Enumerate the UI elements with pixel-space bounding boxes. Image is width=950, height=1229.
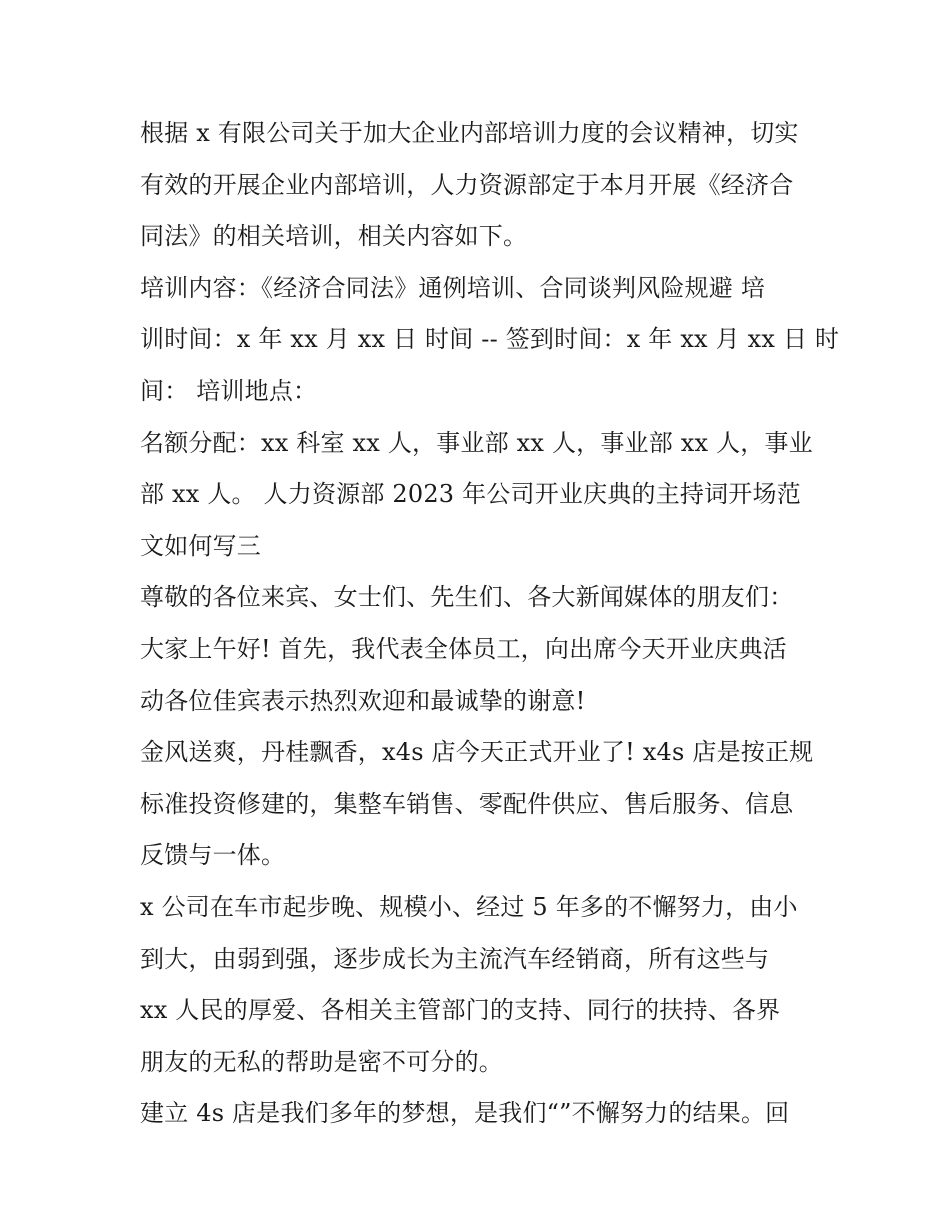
paragraph-greeting: [140, 572, 820, 727]
text-line: 建立 4s 店是我们多年的梦想，是我们“”不懈努力的结果。回: [140, 1099, 790, 1128]
text-line: 尊敬的各位来宾、女士们、先生们、各大新闻媒体的朋友们：: [140, 583, 794, 612]
text-line: 根据 x 有限公司关于加大企业内部培训力度的会议精神，切实: [140, 119, 799, 147]
text-line: 反馈与一体。: [140, 841, 286, 870]
text-line: 标准投资修建的，集整车销售、零配件供应、售后服务、信息: [140, 789, 794, 818]
text-line: 金风送爽，丹桂飘香，x4s 店今天正式开业了! x4s 店是按正规: [140, 738, 814, 767]
text-line: 名额分配：xx 科室 xx 人，事业部 xx 人，事业部 xx 人，事业: [140, 428, 813, 457]
text-line: 培训内容：《经济合同法》通例培训、合同谈判风险规避 培: [140, 273, 766, 302]
text-line: 朋友的无私的帮助是密不可分的。: [140, 1047, 503, 1076]
text-line: 训时间：x 年 xx 月 xx 日 时间 -- 签到时间：x 年 xx 月 xx 日 时: [140, 325, 840, 354]
text-line: xx 人民的厚爱、各相关主管部门的支持、同行的扶持、各界: [140, 996, 781, 1025]
text-line: 部 xx 人。 人力资源部 2023 年公司开业庆典的主持词开场范: [140, 480, 801, 509]
text-line: 文如何写三: [140, 531, 261, 560]
text-line: 动各位佳宾表示热烈欢迎和最诚挚的谢意!: [140, 686, 586, 715]
text-line: 大家上午好! 首先，我代表全体员工，向出席今天开业庆典活: [140, 634, 787, 663]
paragraph-training-details: [140, 263, 840, 418]
paragraph-company-growth: [140, 882, 820, 1088]
paragraph-dream: [140, 1088, 820, 1140]
text-line: 到大，由弱到强，逐步成长为主流汽车经销商，所有这些与: [140, 944, 770, 973]
text-line: x 公司在车市起步晚、规模小、经过 5 年多的不懈努力，由小: [140, 892, 798, 921]
text-line: 有效的开展企业内部培训，人力资源部定于本月开展《经济合: [140, 170, 794, 199]
paragraph-opening: [140, 727, 820, 882]
paragraph-training-notice: [140, 108, 820, 263]
text-line: 同法》的相关培训，相关内容如下。: [140, 222, 528, 251]
paragraph-quota: [140, 418, 820, 573]
document-body: [140, 108, 840, 1140]
text-line: 间： 培训地点：: [140, 376, 318, 405]
